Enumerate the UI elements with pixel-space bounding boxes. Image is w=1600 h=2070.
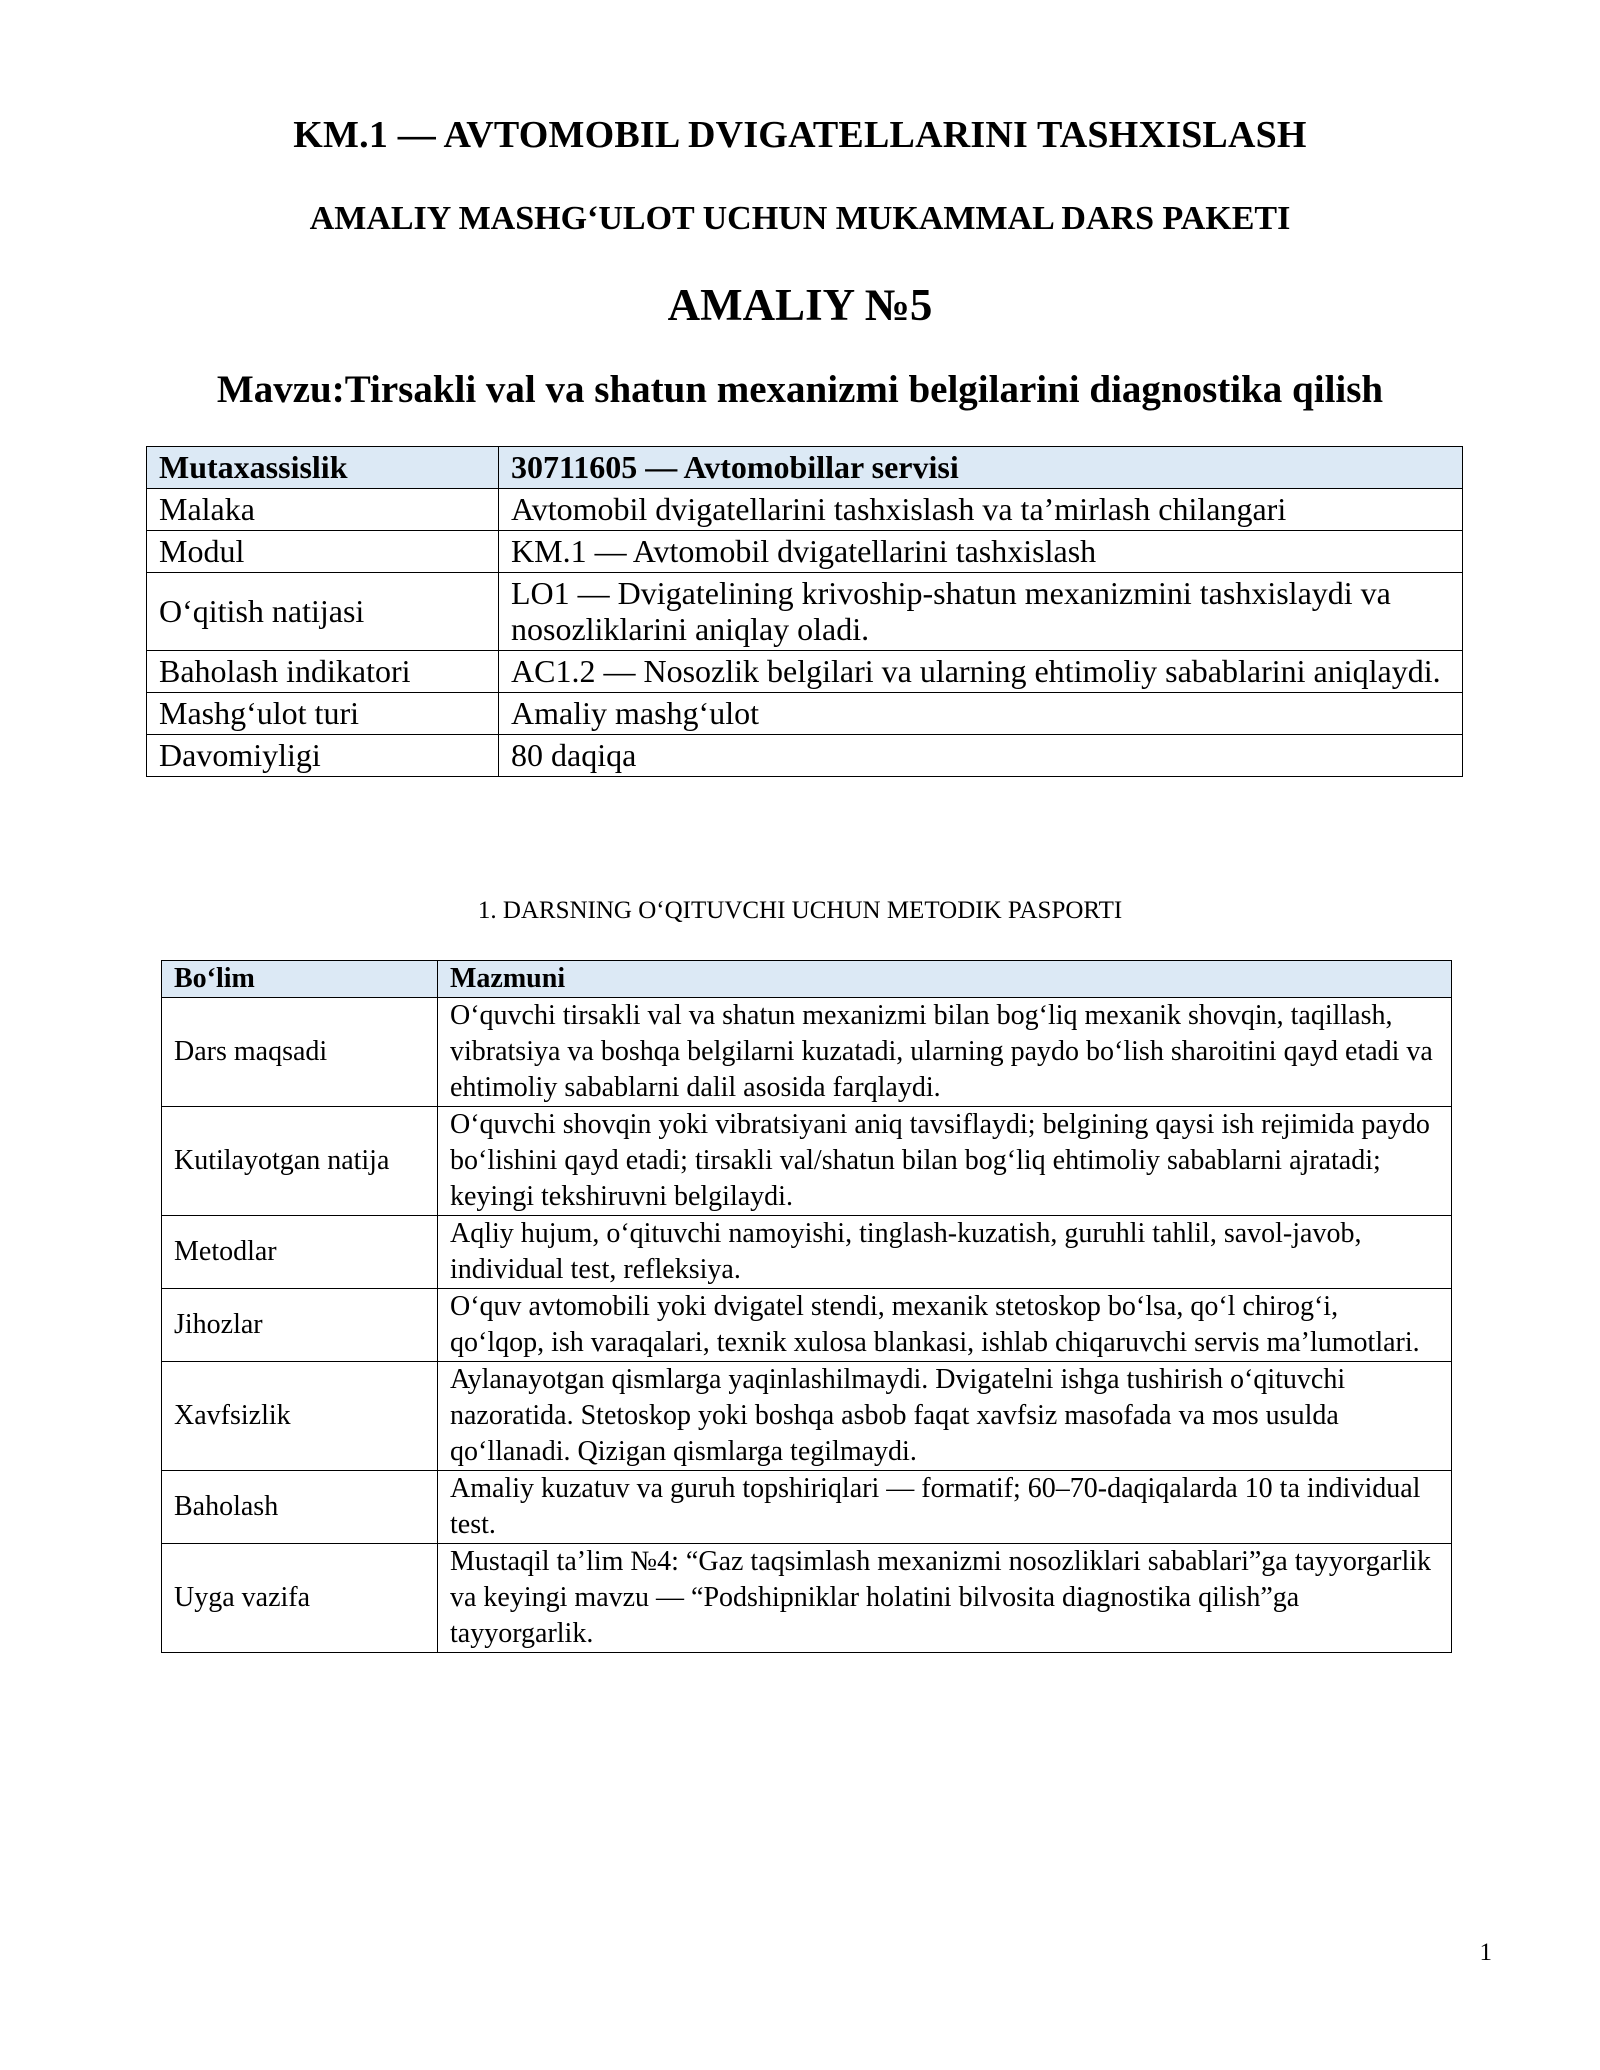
info-value: Amaliy mashg‘ulot bbox=[499, 693, 1463, 735]
row-key: Metodlar bbox=[162, 1216, 438, 1289]
row-value: O‘quvchi tirsakli val va shatun mexanizmi bilan bog‘liq mexanik shovqin, taqillash, vibratsiya va boshqa belgilarni kuzatadi, ularning paydo bo‘lish sharoitini qayd etadi va ehtimoliy sabablarni dalil asosida farqlaydi. bbox=[438, 998, 1452, 1107]
table-row bbox=[162, 1362, 1452, 1471]
info-value: Avtomobil dvigatellarini tashxislash va ta’mirlash chilangari bbox=[499, 489, 1463, 531]
row-key: Uyga vazifa bbox=[162, 1544, 438, 1653]
document-title: KM.1 — AVTOMOBIL DVIGATELLARINI TASHXISLASH bbox=[293, 114, 1307, 156]
info-key: Mutaxassislik bbox=[147, 447, 499, 489]
page-number: 1 bbox=[1479, 1939, 1492, 1966]
row-key: Xavfsizlik bbox=[162, 1362, 438, 1471]
info-key: O‘qitish natijasi bbox=[147, 573, 499, 651]
section-heading: 1. DARSNING O‘QITUVCHI UCHUN METODIK PASPORTI bbox=[477, 897, 1123, 924]
column-header-content: Mazmuni bbox=[438, 961, 1452, 998]
info-key: Davomiyligi bbox=[147, 735, 499, 777]
practical-number: AMALIY №5 bbox=[667, 280, 933, 330]
info-key: Mashg‘ulot turi bbox=[147, 693, 499, 735]
info-row bbox=[147, 531, 1463, 573]
table-row bbox=[162, 1471, 1452, 1544]
topic-title: Mavzu:Tirsakli val va shatun mexanizmi belgilarini diagnostika qilish bbox=[216, 368, 1384, 411]
table-row bbox=[162, 1107, 1452, 1216]
table-row bbox=[162, 998, 1452, 1107]
info-key: Baholash indikatori bbox=[147, 651, 499, 693]
row-key: Jihozlar bbox=[162, 1289, 438, 1362]
row-key: Kutilayotgan natija bbox=[162, 1107, 438, 1216]
row-value: O‘quv avtomobili yoki dvigatel stendi, mexanik stetoskop bo‘lsa, qo‘l chirog‘i, qo‘lqop, ish varaqalari, texnik xulosa blankasi, ishlab chiqaruvchi servis ma’lumotlari. bbox=[438, 1289, 1452, 1362]
info-row bbox=[147, 573, 1463, 651]
row-value: Aylanayotgan qismlarga yaqinlashilmaydi. Dvigatelni ishga tushirish o‘qituvchi nazoratida. Stetoskop yoki boshqa asbob faqat xavfsiz masofada va mos usulda qo‘llanadi. Qizigan qismlarga tegilmaydi. bbox=[438, 1362, 1452, 1471]
info-key: Malaka bbox=[147, 489, 499, 531]
row-value: Amaliy kuzatuv va guruh topshiriqlari — formatif; 60–70-daqiqalarda 10 ta individual test. bbox=[438, 1471, 1452, 1544]
info-row bbox=[147, 735, 1463, 777]
info-value: 80 daqiqa bbox=[499, 735, 1463, 777]
row-value: Mustaqil ta’lim №4: “Gaz taqsimlash mexanizmi nosozliklari sabablari”ga tayyorgarlik va keyingi mavzu — “Podshipniklar holatini bilvosita diagnostika qilish”ga tayyorgarlik. bbox=[438, 1544, 1452, 1653]
info-value: 30711605 — Avtomobillar servisi bbox=[499, 447, 1463, 489]
info-value: LO1 — Dvigatelining krivoship-shatun mexanizmini tashxislaydi va nosozliklarini aniqlay oladi. bbox=[499, 573, 1463, 651]
row-value: Aqliy hujum, o‘qituvchi namoyishi, tinglash-kuzatish, guruhli tahlil, savol-javob, individual test, refleksiya. bbox=[438, 1216, 1452, 1289]
column-header-section: Bo‘lim bbox=[162, 961, 438, 998]
info-row bbox=[147, 693, 1463, 735]
info-row bbox=[147, 447, 1463, 489]
row-key: Dars maqsadi bbox=[162, 998, 438, 1107]
table-row bbox=[162, 1216, 1452, 1289]
info-value: KM.1 — Avtomobil dvigatellarini tashxislash bbox=[499, 531, 1463, 573]
row-value: O‘quvchi shovqin yoki vibratsiyani aniq tavsiflaydi; belgining qaysi ish rejimida paydo bo‘lishini qayd etadi; tirsakli val/shatun bilan bog‘liq ehtimoliy sabablarni ajratadi; keyingi tekshiruvni belgilaydi. bbox=[438, 1107, 1452, 1216]
table-header-row bbox=[162, 961, 1452, 998]
info-row bbox=[147, 489, 1463, 531]
info-value: AC1.2 — Nosozlik belgilari va ularning ehtimoliy sabablarini aniqlaydi. bbox=[499, 651, 1463, 693]
info-row bbox=[147, 651, 1463, 693]
info-key: Modul bbox=[147, 531, 499, 573]
table-row bbox=[162, 1289, 1452, 1362]
row-key: Baholash bbox=[162, 1471, 438, 1544]
methodical-passport-table bbox=[161, 960, 1452, 1653]
info-table bbox=[146, 446, 1463, 777]
document-subtitle: AMALIY MASHG‘ULOT UCHUN MUKAMMAL DARS PAKETI bbox=[309, 200, 1291, 237]
table-row bbox=[162, 1544, 1452, 1653]
